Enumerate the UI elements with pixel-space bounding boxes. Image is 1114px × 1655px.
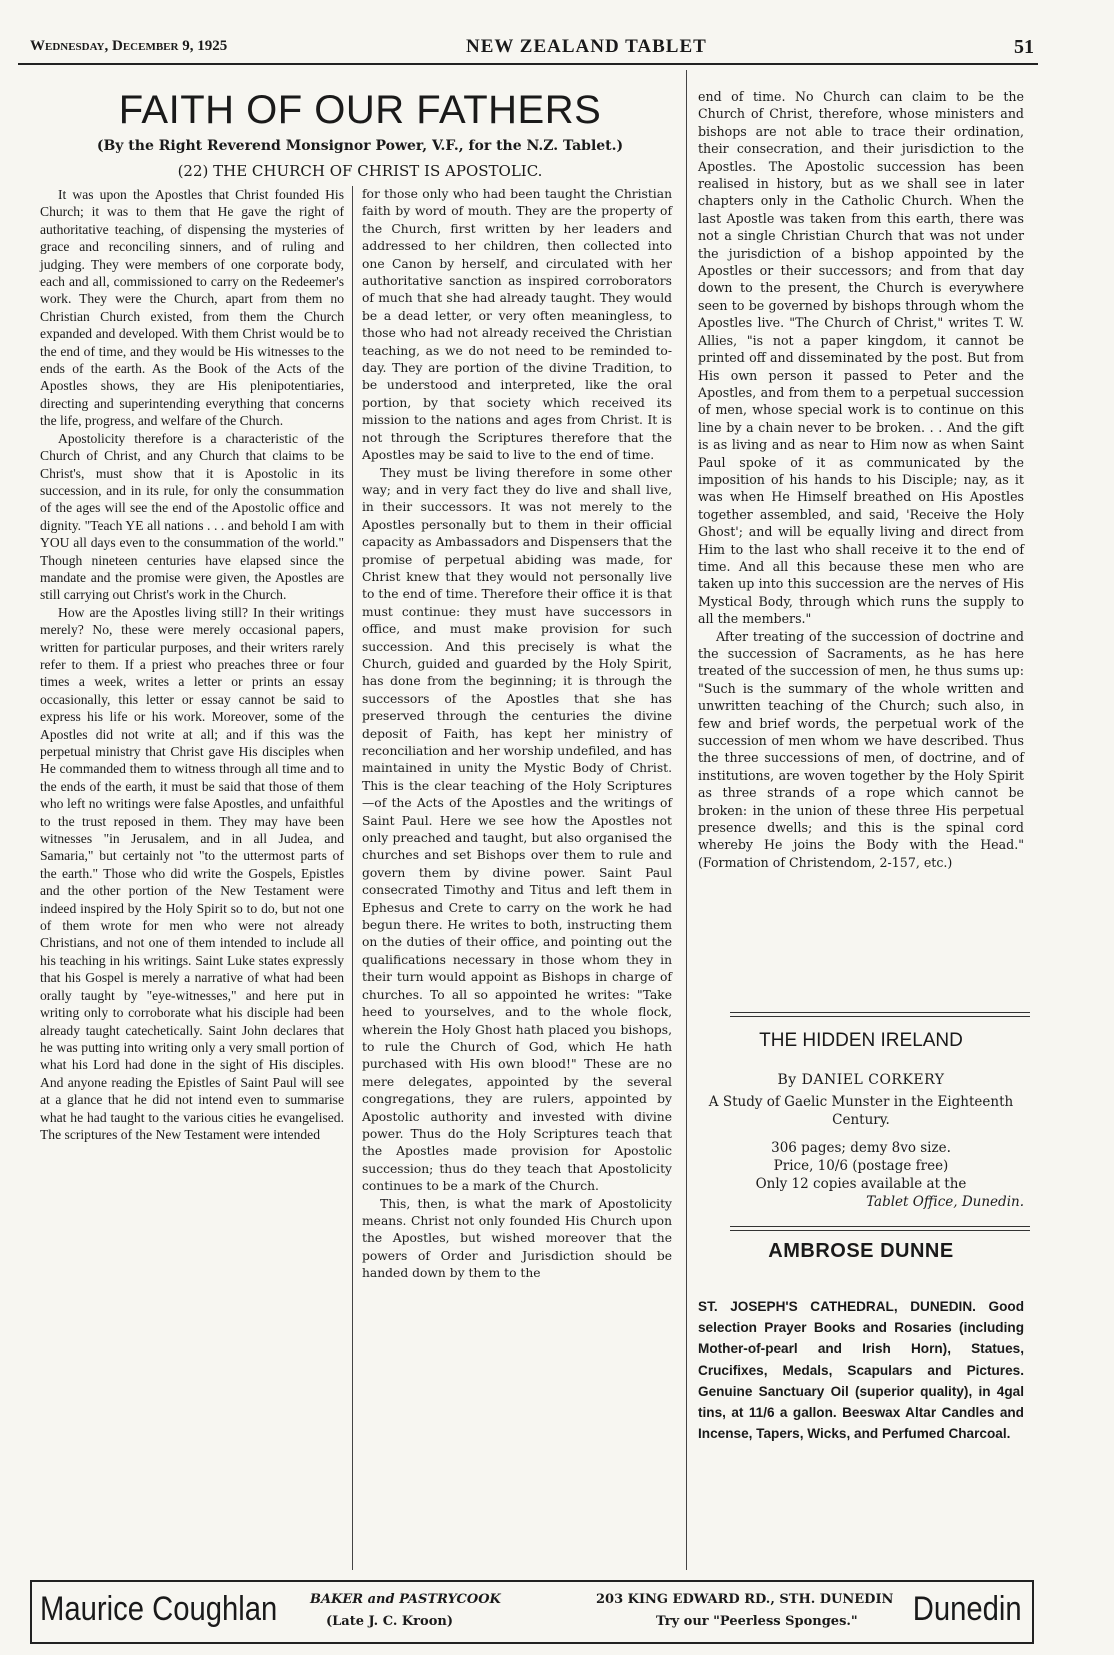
ad-rule-middle xyxy=(730,1226,1030,1231)
advertiser-formerly: (Late J. C. Kroon) xyxy=(326,1614,453,1629)
paragraph: end of time. No Church can claim to be the Church of Christ, therefore, whose ministers and bishops are not able to trace their ordination, their consecration, and their jurisdiction to the Apostles. The Apostolic succession has been realised in history, but as we shall see in later chapters only in the Catholic Church. When the last Apostle was taken from this earth, there was not a single Christian Church that was not under the jurisdiction of a bishop appointed by the Apostles or their successors; and from that day down to the present, the Church is everywhere seen to be governed by bishops through whom the Apostles live. "The Church of Christ," writes T. W. Allies, "is not a paper kingdom, it cannot be printed off and disseminated by the post. But from His own person it passed to Peter and the Apostles, and from them to a perpetual succession of men, whose special work is to continue on this line by a chain never to be broken. . . And the gift is as living and as near to Him now as when Saint Paul spoke of it as communicated by the imposition of his hands to his Disciple; nay, as it was when He Himself breathed on His Apostles together assembled, and said, 'Receive the Holy Ghost'; and will be equally living and direct from Him to the last who shall receive it to the end of time. And all this because these men who are taken up into this succession are the nerves of His Mystical Body, through which runs the supply to all the members." xyxy=(698,89,1024,627)
ambrose-dunne-title: AMBROSE DUNNE xyxy=(768,1240,954,1262)
hidden-ireland-desc: A Study of Gaelic Munster in the Eighteenth xyxy=(708,1094,1014,1110)
advertiser-name: Maurice Coughlan xyxy=(40,1590,278,1628)
hidden-ireland-title: THE HIDDEN IRELAND xyxy=(759,1030,963,1051)
paper-name: NEW ZEALAND TABLET xyxy=(466,36,707,57)
paragraph: This, then, is what the mark of Apostolicity means. Christ not only founded His Church upon the Apostles, but wished moreover that the powers of Order and Jurisdiction should be handed down by them to the xyxy=(362,1196,672,1281)
issue-date: Wednesday, December 9, 1925 xyxy=(30,38,228,54)
hidden-ireland-price: Price, 10/6 (postage free) xyxy=(773,1158,949,1174)
paragraph: How are the Apostles living still? In their writings merely? No, these were merely occasional papers, written for particular purposes, and their writers rarely refer to them. If a priest who preaches three or four times a week, writes a letter or prints an essay occasionally, this letter or essay cannot be said to express his life or his work. Moreover, some of the Apostles did not write at all; and if this was the perpetual ministry that Christ gave His disciples when He commanded them to witness through all time and to the ends of the earth, it must be said that those of them who left no writings were false Apostles, and unfaithful to the trust reposed in them. They may have been witnesses "in Jerusalem, and in all Judea, and Samaria," but certainly not "to the uttermost parts of the earth." Those who did write the Gospels, Epistles and the other portion of the New Testament were indeed inspired by the Holy Spirit so to do, but not one of them wrote for men who were not already Christians, and not one of them intended to include all his teaching in his writings. Saint Luke states expressly that his Gospel is merely a narrative of what had been orally taught by "eye-witnesses," and here put in writing only to corroborate what his disciple had been already taught catechetically. Saint John declares that he was putting into writing only a very small portion of what his Lord had done in the sight of His disciples. And anyone reading the Epistles of Saint Paul will see at a glance that he did not intend even to summarise what he had taught to the various cities he evangelised. The scriptures of the New Testament were intended xyxy=(40,604,344,1142)
paragraph: Apostolicity therefore is a characteristic of the Church of Christ, and any Church that claims to be Christ's, must show that it is Apostolic in its succession, and in its rule, for only the consummation of the ages will see the end of the Apostolic office and dignity. "Teach YE all nations . . . and behold I am with YOU all days even to the consummation of the world." Though nineteen centuries have elapsed since the mandate and the promise were given, the Apostles are still carrying out Christ's work in the Church. xyxy=(40,430,344,603)
paragraph: It was upon the Apostles that Christ founded His Church; it was to them that He gave the right of authoritative teaching, of dispensing the mysteries of grace and reconciling sinners, and of ruling and judging. They were members of one corporate body, each and all, commissioned to carry on the Redeemer's work. They were the Church, apart from them no Christian Church existed, from them the Church expanded and developed. With them Christ would be to the end of time, and they would be His witnesses to the ends of the earth. As the Book of the Acts of the Apostles shows, they are His plenipotentiaries, directing and superintending everything that concerns the life, progress, and welfare of the Church. xyxy=(40,187,344,429)
running-head xyxy=(30,36,1034,60)
hidden-ireland-pages: 306 pages; demy 8vo size. xyxy=(771,1140,951,1156)
advertiser-address: 203 KING EDWARD RD., STH. DUNEDIN xyxy=(596,1592,894,1607)
article-column-2 xyxy=(362,186,672,1283)
header-rule xyxy=(18,63,1038,65)
paragraph: for those only who had been taught the Christian faith by word of mouth. They are the property of the Church, first written by her leaders and addressed to her children, then collected into one Canon by herself, and circulated with her authoritative sanction as inspired corroborators of much that she had already taught. They would be a dead letter, or very often meaningless, to those who had not already received the Christian teaching, as we do not need to be reminded to-day. They are portion of the divine Tradition, to be understood and interpreted, like the oral portion, by that society which received its mission to the nations and ages from Christ. It is not through the Scriptures therefore that the Apostles may be said to live to the end of time. xyxy=(362,187,672,463)
article-subtitle: (22) THE CHURCH OF CHRIST IS APOSTOLIC. xyxy=(177,162,543,180)
article-title: FAITH OF OUR FATHERS xyxy=(118,88,602,132)
ambrose-dunne-body: ST. JOSEPH'S CATHEDRAL, DUNEDIN. Good selection Prayer Books and Rosaries (including Mother-of-pearl and Irish Horn), Statues, Crucifixes, Medals, Scapulars and Pictures. Genuine Sanctuary Oil (superior quality), in 4gal tins, at 11/6 a gallon. Beeswax Altar Candles and Incense, Tapers, Wicks, and Perfumed Charcoal. xyxy=(698,1299,1024,1442)
hidden-ireland-copies: Only 12 copies available at the xyxy=(755,1176,967,1192)
advertiser-trade: BAKER and PASTRYCOOK xyxy=(310,1592,501,1607)
article-column-1 xyxy=(40,186,344,1143)
advertiser-tagline: Try our "Peerless Sponges." xyxy=(656,1614,858,1629)
hidden-ireland-desc-2: Century. xyxy=(832,1112,890,1128)
bottom-advertisement xyxy=(30,1580,1034,1644)
column-divider-2 xyxy=(686,70,687,1570)
article-column-3 xyxy=(698,88,1024,871)
page-number: 51 xyxy=(1014,36,1034,58)
article-byline: (By the Right Reverend Monsignor Power, V.F., for the N.Z. Tablet.) xyxy=(96,138,624,154)
paragraph: After treating of the succession of doctrine and the succession of Sacraments, as he has here treated of the succession of men, he thus sums up: "Such is the summary of the whole written and unwritten teaching of the Church; such also, in few and brief words, the perpetual work of the succession of men whom we have described. Thus the three successions of men, of doctrine, and of institutions, are woven together by the Holy Spirit as three strands of a rope which cannot be broken: in the union of these three His perpetual presence dwells; and this is the spinal cord whereby He joins the Body with the Head." (Formation of Christendom, 2-157, etc.) xyxy=(698,628,1024,870)
column-divider-1 xyxy=(352,186,353,1570)
advertiser-city: Dunedin xyxy=(913,1590,1022,1628)
ad-rule-top xyxy=(730,1012,1030,1017)
paragraph: They must be living therefore in some other way; and in very fact they do live and shall live, in their successors. It was not merely to the Apostles personally but to them in their official capacity as Ambassadors and Dispensers that the promise of perpetual abiding was made, for Christ knew that they would not personally live to the end of time. Therefore their office it is that must continue: they must have successors in office, and must make provision for such succession. And this precisely is what the Church, guided and guarded by the Holy Spirit, has done from the beginning; it is through the successors of the Apostles that she has preserved through the centuries the divine deposit of Faith, has kept her ministry of reconciliation and her worship undefiled, and has maintained in unity the Mystic Body of Christ. This is the clear teaching of the Holy Scriptures—of the Acts of the Apostles and the writings of Saint Paul. Here we see how the Apostles not only preached and taught, but also organised the churches and set Bishops over them to rule and govern them by divine power. Saint Paul consecrated Timothy and Titus and left them in Ephesus and Crete to carry on the work he had begun there. He writes to both, instructing them on the duties of their office, and pointing out the qualifications necessary in those whom they in their turn would appoint as Bishops in charge of churches. To all so appointed he writes: "Take heed to yourselves, and to the whole flock, wherein the Holy Ghost hath placed you bishops, to rule the Church of God, which He hath purchased with His own blood!" These are no mere delegates, appointed by the several congregations, they are rulers, appointed by Apostolic authority and invested with divine power. Thus do the Holy Scriptures teach that the Apostles made provision for Apostolic succession; thus do they teach that Apostolicity continues to be a mark of the Church. xyxy=(362,465,672,1194)
hidden-ireland-office: Tablet Office, Dunedin. xyxy=(866,1194,1024,1210)
hidden-ireland-author: By DANIEL CORKERY xyxy=(777,1072,945,1088)
